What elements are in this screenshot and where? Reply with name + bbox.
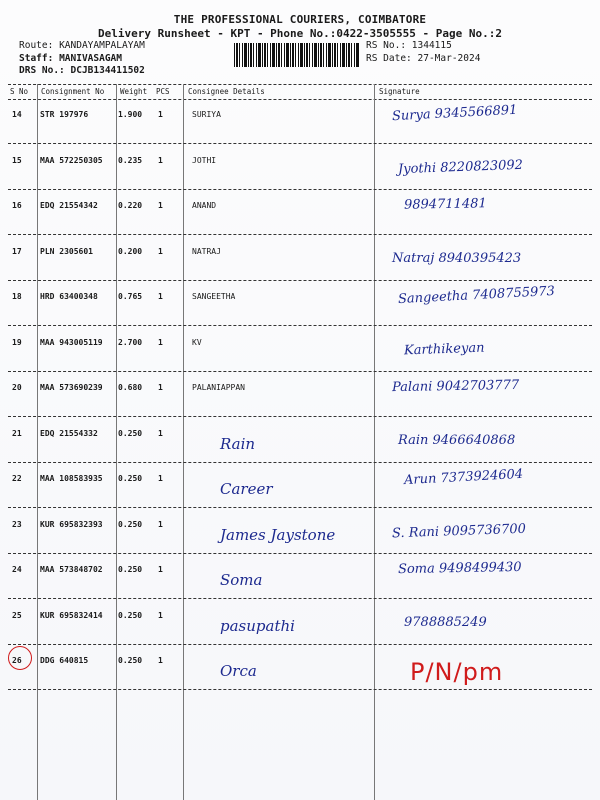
pcs-cell: 1 <box>158 565 163 574</box>
sno-cell: 24 <box>12 565 22 574</box>
weight-cell: 0.680 <box>118 383 143 392</box>
weight-cell: 0.250 <box>118 519 143 529</box>
table-row <box>8 235 592 281</box>
col-signature: Signature <box>379 87 420 96</box>
weight-cell: 0.765 <box>118 292 143 301</box>
pcs-cell: 1 <box>158 519 163 529</box>
signature-scrawl: S. Rani 9095736700 <box>391 521 527 541</box>
sno-cell: 18 <box>12 292 22 301</box>
runsheet-subtitle: Delivery Runsheet - KPT - Phone No.:0422-3505555 - Page No.:2 <box>98 27 502 40</box>
table-row <box>8 644 592 690</box>
consignee-cell: PALANIAPPAN <box>192 383 245 392</box>
consignment-cell: MAA 943005119 <box>40 337 103 347</box>
weight-cell: 1.900 <box>118 110 143 119</box>
staff-value: MANIVASAGAM <box>59 52 122 64</box>
consignee-cell: SURIYA <box>192 110 221 119</box>
col-consignee: Consignee Details <box>188 87 265 96</box>
table-row <box>8 599 592 645</box>
sno-cell: 15 <box>12 155 22 165</box>
red-circle-mark <box>8 646 32 670</box>
consignment-cell: HRD 63400348 <box>40 292 98 301</box>
staff-label: Staff: <box>19 52 54 64</box>
red-handwritten-note: P/N/pm <box>410 658 504 686</box>
pcs-cell: 1 <box>158 201 163 210</box>
rs-date-label: RS Date: <box>366 52 412 64</box>
consignee-cell: KV <box>192 337 202 347</box>
signature-scrawl: Rain 9466640868 <box>398 432 516 448</box>
consignment-cell: MAA 573848702 <box>40 565 103 574</box>
table-row <box>8 326 592 372</box>
drs-label: DRS No.: <box>19 65 65 76</box>
weight-cell: 0.235 <box>118 155 143 165</box>
signature-scrawl: Arun 7373924604 <box>403 466 524 489</box>
runsheet-meta-left <box>19 40 145 78</box>
weight-cell: 0.220 <box>118 201 143 210</box>
sno-cell: 22 <box>12 474 22 483</box>
signature-scrawl: Surya 9345566891 <box>391 102 518 125</box>
handwritten-consignee: Soma <box>220 571 263 589</box>
consignee-cell: JOTHI <box>192 155 217 165</box>
handwritten-consignee: Orca <box>220 662 257 680</box>
consignee-cell: NATRAJ <box>192 246 221 256</box>
handwritten-consignee: Rain <box>220 434 256 453</box>
signature-scrawl: Soma 9498499430 <box>397 559 522 578</box>
table-row <box>8 98 592 144</box>
drs-value: DCJB134411502 <box>70 65 145 76</box>
signature-scrawl: Natraj 8940395423 <box>392 250 522 266</box>
route-value: KANDAYAMPALAYAM <box>59 40 145 51</box>
pcs-cell: 1 <box>158 337 163 347</box>
pcs-cell: 1 <box>158 474 163 483</box>
weight-cell: 0.250 <box>118 428 143 438</box>
company-title: THE PROFESSIONAL COURIERS, COIMBATORE <box>173 13 427 26</box>
sno-cell: 20 <box>12 383 22 392</box>
signature-scrawl: Karthikeyan <box>403 340 485 358</box>
consignment-cell: MAA 573690239 <box>40 383 103 392</box>
consignment-cell: STR 197976 <box>40 110 89 119</box>
consignment-cell: MAA 572250305 <box>40 155 103 165</box>
handwritten-consignee: James Jaystone <box>220 525 336 544</box>
runsheet-meta-right <box>366 40 480 65</box>
sno-cell: 23 <box>12 519 22 529</box>
table-row <box>8 144 592 190</box>
sno-cell: 17 <box>12 246 22 256</box>
signature-scrawl: Palani 9042703777 <box>391 377 520 396</box>
weight-cell: 0.200 <box>118 246 143 256</box>
col-weight: Weight <box>120 87 148 96</box>
weight-cell: 0.250 <box>118 474 143 483</box>
table-row <box>8 508 592 554</box>
signature-scrawl: Jyothi 8220823092 <box>397 157 524 177</box>
barcode-image <box>234 43 360 67</box>
pcs-cell: 1 <box>158 656 163 665</box>
route-label: Route: <box>19 40 54 51</box>
pcs-cell: 1 <box>158 428 163 438</box>
pcs-cell: 1 <box>158 110 163 119</box>
consignee-cell: ANAND <box>192 201 217 210</box>
sno-cell: 21 <box>12 428 22 438</box>
pcs-cell: 1 <box>158 610 163 620</box>
table-row <box>8 462 592 508</box>
pcs-cell: 1 <box>158 292 163 301</box>
signature-scrawl: Sangeetha 7408755973 <box>397 283 556 308</box>
col-pcs: PCS <box>156 87 170 96</box>
handwritten-consignee: Career <box>220 480 273 498</box>
consignment-cell: MAA 108583935 <box>40 474 103 483</box>
table-row <box>8 189 592 235</box>
col-sno: S No <box>10 87 29 96</box>
weight-cell: 0.250 <box>118 656 143 665</box>
consignment-cell: PLN 2305601 <box>40 246 93 256</box>
sno-cell: 14 <box>12 110 22 119</box>
table-row <box>8 417 592 463</box>
rs-date-value: 27-Mar-2024 <box>417 52 481 64</box>
sno-cell: 26 <box>12 656 22 665</box>
consignee-cell: SANGEETHA <box>192 292 236 301</box>
table-row <box>8 280 592 326</box>
signature-scrawl: 9788885249 <box>404 614 487 630</box>
table-row <box>8 371 592 417</box>
consignment-cell: EDQ 21554332 <box>40 428 98 438</box>
sno-cell: 16 <box>12 201 22 210</box>
consignment-cell: KUR 695832393 <box>40 519 103 529</box>
pcs-cell: 1 <box>158 383 163 392</box>
handwritten-consignee: pasupathi <box>220 616 295 635</box>
signature-scrawl: 9894711481 <box>403 196 487 213</box>
weight-cell: 2.700 <box>118 337 143 347</box>
weight-cell: 0.250 <box>118 565 143 574</box>
consignment-cell: DDG 640815 <box>40 656 89 665</box>
col-consignment: Consignment No <box>41 87 105 96</box>
weight-cell: 0.250 <box>118 610 143 620</box>
table-row <box>8 553 592 599</box>
pcs-cell: 1 <box>158 246 163 256</box>
consignment-cell: KUR 695832414 <box>40 610 103 620</box>
sno-cell: 25 <box>12 610 22 620</box>
rs-no-label: RS No.: <box>366 40 407 51</box>
consignment-cell: EDQ 21554342 <box>40 201 98 210</box>
pcs-cell: 1 <box>158 155 163 165</box>
rs-no-value: 1344115 <box>411 40 452 51</box>
sno-cell: 19 <box>12 337 22 347</box>
